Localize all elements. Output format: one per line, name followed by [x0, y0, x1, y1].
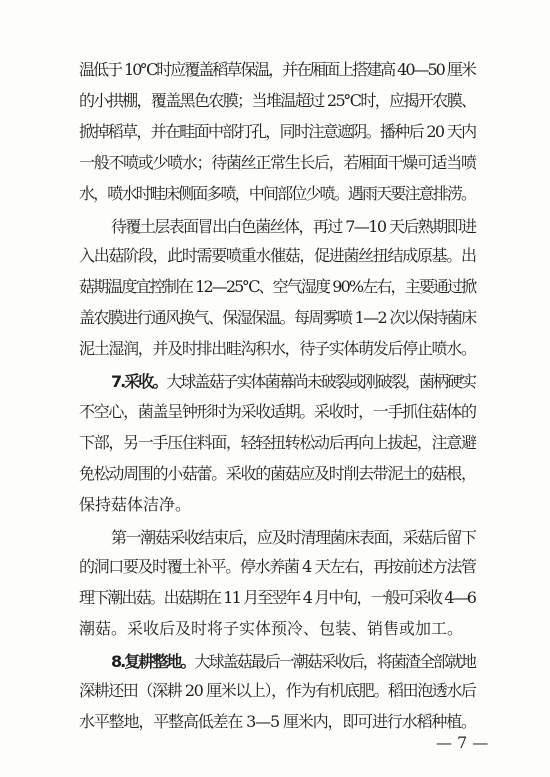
text-line	[79, 184, 475, 204]
text-line	[111, 372, 475, 392]
text-segment: 的洞口要及时覆土补平。停水养菌 4 天左右，再按前述方法管	[79, 557, 476, 576]
text-segment: 待覆土层表面冒出白色菌丝体，再过 7—10 天后熟期即进	[111, 217, 476, 236]
text-line	[79, 60, 475, 80]
text-line	[79, 557, 476, 577]
text-line	[79, 681, 476, 701]
text-line	[79, 91, 475, 111]
text-segment: 温低于 10℃时应覆盖稻草保温，并在厢面上搭建高 40—50 厘米	[79, 60, 475, 79]
text-segment: 入出菇阶段，此时需要喷重水催菇，促进菌丝扭结成原基。出	[79, 246, 476, 265]
text-segment: 大球盖菇最后一潮菇采收后，将菌渣全部就地	[194, 652, 476, 671]
text-line	[111, 528, 476, 548]
text-segment: 第一潮菇采收结束后，应及时清理菌床表面，采菇后留下	[111, 528, 476, 547]
text-line	[111, 217, 475, 237]
text-segment: 菇期温度宜控制在 12—25℃、空气湿度 90%左右，主要通过掀	[79, 277, 476, 296]
text-segment: 理下潮出菇。出菇期在 11 月至翌年 4 月中旬，一般可采收 4—6	[79, 588, 476, 607]
section-heading: 8.复耕整地。	[111, 652, 195, 671]
text-segment: 免松动周围的小菇蕾。采收的菌菇应及时削去带泥土的菇根，	[79, 464, 476, 483]
text-segment: 盖农膜进行通风换气、保湿保温。每周雾喷 1—2 次以保持菌床	[79, 308, 476, 327]
text-segment: 泥土湿润，并及时排出畦沟积水，待子实体萌发后停止喷水。	[79, 339, 476, 358]
text-line	[79, 588, 475, 608]
text-segment: 深耕还田（深耕 20 厘米以上），作为有机底肥。稻田泡透水后	[79, 681, 476, 700]
text-segment: 下部，另一手压住料面，轻轻扭转松动后再向上拔起，注意避	[79, 433, 476, 452]
text-line	[79, 153, 476, 173]
text-segment: 潮菇。采收后及时将子实体预冷、包装、销售或加工。	[79, 619, 464, 638]
text-line	[79, 308, 475, 328]
text-segment: 大球盖菇子实体菌幕尚未破裂或刚破裂，菌柄硬实	[166, 372, 476, 391]
text-line	[111, 652, 475, 672]
text-segment: 水，喷水时畦床侧面多喷，中间部位少喷。遇雨天要注意排涝。	[79, 184, 476, 203]
text-line	[79, 277, 475, 297]
text-line	[79, 464, 476, 484]
page-number: — 7 —	[436, 733, 489, 752]
text-line	[79, 433, 476, 453]
text-segment: 掀掉稻草，并在畦面中部打孔，同时注意遮阴。播种后 20 天内	[79, 122, 476, 141]
text-line	[79, 712, 476, 732]
text-segment: 的小拱棚，覆盖黑色农膜；当堆温超过 25℃时，应揭开农膜、	[79, 91, 476, 110]
text-line	[79, 339, 476, 359]
text-segment: 不空心，菌盖呈钟形时为采收适期。采收时，一手抓住菇体的	[79, 402, 476, 421]
text-line	[79, 619, 463, 639]
text-segment: 一般不喷或少喷水；待菌丝正常生长后，若厢面干燥可适当喷	[79, 153, 476, 172]
text-line	[79, 402, 476, 422]
text-segment: 水平整地，平整高低差在 3—5 厘米内，即可进行水稻种植。	[79, 712, 476, 731]
text-line	[79, 495, 191, 515]
text-segment: 保持菇体洁净。	[79, 495, 192, 514]
text-line	[79, 246, 476, 266]
section-heading: 7.采收。	[111, 372, 167, 391]
text-line	[79, 122, 475, 142]
